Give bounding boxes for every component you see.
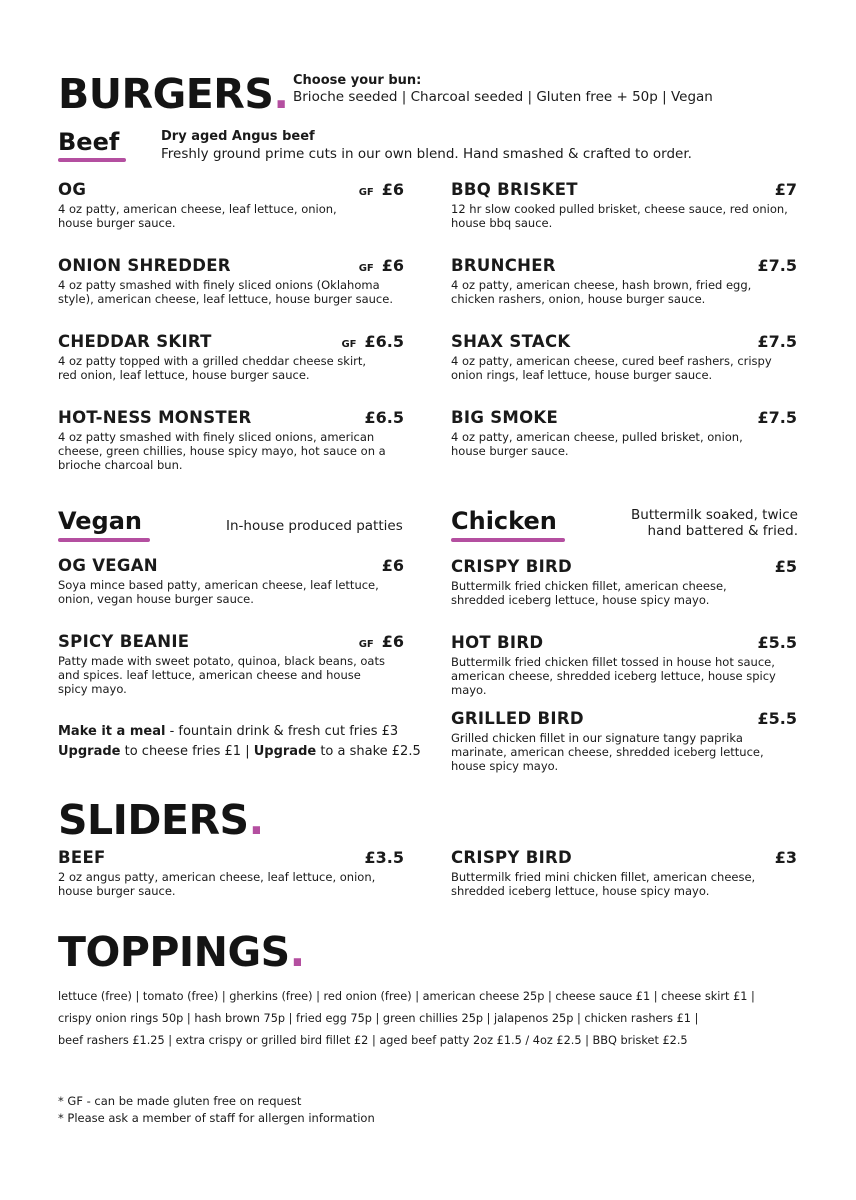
gf-badge: GF xyxy=(341,339,357,350)
item-description: 4 oz patty smashed with finely sliced onions (Oklahoma style), american cheese, leaf lettuce, house burger sauce. xyxy=(58,278,393,306)
burgers-title-text: BURGERS xyxy=(58,70,274,118)
beef-heading xyxy=(58,130,126,162)
title-dot: . xyxy=(273,70,289,118)
item-name: BBQ BRISKET xyxy=(451,180,578,199)
item-name: BRUNCHER xyxy=(451,256,556,275)
item-description: Buttermilk fried chicken fillet, american cheese, shredded iceberg lettuce, house spicy mayo. xyxy=(451,579,727,607)
item-description: Buttermilk fried mini chicken fillet, american cheese, shredded iceberg lettuce, house spicy mayo. xyxy=(451,870,756,898)
vegan-heading xyxy=(58,509,150,542)
item-name: SHAX STACK xyxy=(451,332,571,351)
burgers-title xyxy=(58,70,289,118)
toppings-line: crispy onion rings 50p | hash brown 75p | fried egg 75p | green chillies 25p | jalapenos 25p | chicken rashers £1 | xyxy=(58,1012,699,1025)
item-name: CRISPY BIRD xyxy=(451,848,573,867)
item-name: SPICY BEANIE xyxy=(58,632,190,651)
chicken-note-line: hand battered & fried. xyxy=(647,523,798,539)
item-name: ONION SHREDDER xyxy=(58,256,231,275)
item-price: £6 xyxy=(381,180,404,199)
gf-badge: GF xyxy=(358,187,374,198)
upgrade-text: to a shake £2.5 xyxy=(316,744,421,759)
menu-item-og-vegan xyxy=(58,556,404,606)
meal-text: - fountain drink & fresh cut fries £3 xyxy=(165,724,399,739)
toppings-line: lettuce (free) | tomato (free) | gherkins (free) | red onion (free) | american cheese 25p | cheese sauce £1 | cheese skirt £1 | xyxy=(58,990,755,1003)
item-description: 4 oz patty, american cheese, hash brown, fried egg, chicken rashers, onion, house burger sauce. xyxy=(451,278,752,306)
item-description: Patty made with sweet potato, quinoa, black beans, oats and spices. leaf lettuce, american cheese and house spicy mayo. xyxy=(58,654,385,696)
menu-item-bruncher xyxy=(451,256,797,306)
item-description: 4 oz patty smashed with finely sliced onions, american cheese, green chillies, house spicy mayo, hot sauce on a brioche charcoal bun. xyxy=(58,430,386,472)
item-name: OG VEGAN xyxy=(58,556,158,575)
vegan-title: Vegan xyxy=(58,507,142,535)
item-price: £5.5 xyxy=(757,709,797,728)
gf-badge: GF xyxy=(358,639,374,650)
item-price: £6 xyxy=(381,556,404,575)
toppings-line: beef rashers £1.25 | extra crispy or grilled bird fillet £2 | aged beef patty 2oz £1.5 / 4oz £2.5 | BBQ brisket £2.5 xyxy=(58,1034,688,1047)
item-name: CHEDDAR SKIRT xyxy=(58,332,212,351)
beef-note-bold: Dry aged Angus beef xyxy=(161,129,315,144)
item-name: HOT-NESS MONSTER xyxy=(58,408,252,427)
toppings-title xyxy=(58,928,305,976)
item-description: 4 oz patty, american cheese, pulled brisket, onion, house burger sauce. xyxy=(451,430,743,458)
item-price: £5.5 xyxy=(757,633,797,652)
item-price: £7.5 xyxy=(757,256,797,275)
beef-underline xyxy=(58,158,126,162)
beef-title: Beef xyxy=(58,128,120,156)
item-price: £6 xyxy=(381,256,404,275)
toppings-title-text: TOPPINGS xyxy=(58,928,290,976)
menu-item-shax-stack xyxy=(451,332,797,382)
vegan-note: In-house produced patties xyxy=(226,518,403,534)
bun-choice xyxy=(293,73,713,105)
upgrade-bold: Upgrade xyxy=(253,744,317,759)
footnote-gf: * GF - can be made gluten free on request xyxy=(58,1094,302,1108)
menu-item-slider-beef xyxy=(58,848,404,898)
vegan-underline xyxy=(58,538,150,542)
item-name: BEEF xyxy=(58,848,106,867)
menu-item-big-smoke xyxy=(451,408,797,458)
menu-item-crispy-bird xyxy=(451,557,797,607)
chicken-title: Chicken xyxy=(451,507,557,535)
menu-item-hot-ness-monster xyxy=(58,408,404,472)
meal-line xyxy=(58,722,421,742)
item-name: BIG SMOKE xyxy=(451,408,559,427)
menu-item-onion-shredder xyxy=(58,256,404,306)
footnote-allergen: * Please ask a member of staff for allergen information xyxy=(58,1111,375,1125)
title-dot: . xyxy=(248,796,264,844)
upgrade-text: to cheese fries £1 | xyxy=(120,744,254,759)
item-name: HOT BIRD xyxy=(451,633,544,652)
beef-note-text: Freshly ground prime cuts in our own blend. Hand smashed & crafted to order. xyxy=(161,146,692,162)
toppings-list xyxy=(58,986,818,1052)
item-description: 12 hr slow cooked pulled brisket, cheese sauce, red onion, house bbq sauce. xyxy=(451,202,788,230)
footnotes xyxy=(58,1093,375,1127)
beef-note xyxy=(161,129,692,162)
menu-item-bbq-brisket xyxy=(451,180,797,230)
chicken-note-line: Buttermilk soaked, twice xyxy=(631,507,798,523)
meal-upgrades xyxy=(58,722,421,762)
menu-item-cheddar-skirt xyxy=(58,332,404,382)
bun-options: Brioche seeded | Charcoal seeded | Gluten free + 50p | Vegan xyxy=(293,89,713,105)
bun-label: Choose your bun: xyxy=(293,73,422,88)
item-description: 4 oz patty, american cheese, cured beef rashers, crispy onion rings, leaf lettuce, house burger sauce. xyxy=(451,354,772,382)
menu-item-grilled-bird xyxy=(451,709,797,773)
item-price: £6.5 xyxy=(364,408,404,427)
menu-item-spicy-beanie xyxy=(58,632,404,696)
item-price: £6.5 xyxy=(364,332,404,351)
item-description: 2 oz angus patty, american cheese, leaf lettuce, onion, house burger sauce. xyxy=(58,870,376,898)
item-description: Buttermilk fried chicken fillet tossed in house hot sauce, american cheese, shredded iceberg lettuce, house spicy mayo. xyxy=(451,655,776,697)
item-name: CRISPY BIRD xyxy=(451,557,573,576)
item-description: 4 oz patty, american cheese, leaf lettuce, onion, house burger sauce. xyxy=(58,202,337,230)
meal-bold: Make it a meal xyxy=(58,724,166,739)
menu-item-slider-crispy-bird xyxy=(451,848,797,898)
item-name: GRILLED BIRD xyxy=(451,709,584,728)
title-dot: . xyxy=(289,928,305,976)
sliders-title xyxy=(58,796,264,844)
item-name: OG xyxy=(58,180,87,199)
chicken-underline xyxy=(451,538,565,542)
item-price: £7.5 xyxy=(757,408,797,427)
item-description: Soya mince based patty, american cheese, leaf lettuce, onion, vegan house burger sauce. xyxy=(58,578,379,606)
item-description: 4 oz patty topped with a grilled cheddar cheese skirt, red onion, leaf lettuce, house burger sauce. xyxy=(58,354,367,382)
chicken-heading xyxy=(451,509,565,542)
menu-item-hot-bird xyxy=(451,633,797,697)
upgrade-line xyxy=(58,742,421,762)
item-price: £7.5 xyxy=(757,332,797,351)
gf-badge: GF xyxy=(358,263,374,274)
upgrade-bold: Upgrade xyxy=(58,744,121,759)
sliders-title-text: SLIDERS xyxy=(58,796,249,844)
item-price: £3.5 xyxy=(364,848,404,867)
chicken-note xyxy=(631,507,798,539)
menu-item-og xyxy=(58,180,404,230)
item-price: £7 xyxy=(774,180,797,199)
item-price: £6 xyxy=(381,632,404,651)
item-price: £3 xyxy=(774,848,797,867)
item-price: £5 xyxy=(774,557,797,576)
item-description: Grilled chicken fillet in our signature tangy paprika marinate, american cheese, shredded iceberg lettuce, house spicy mayo. xyxy=(451,731,764,773)
